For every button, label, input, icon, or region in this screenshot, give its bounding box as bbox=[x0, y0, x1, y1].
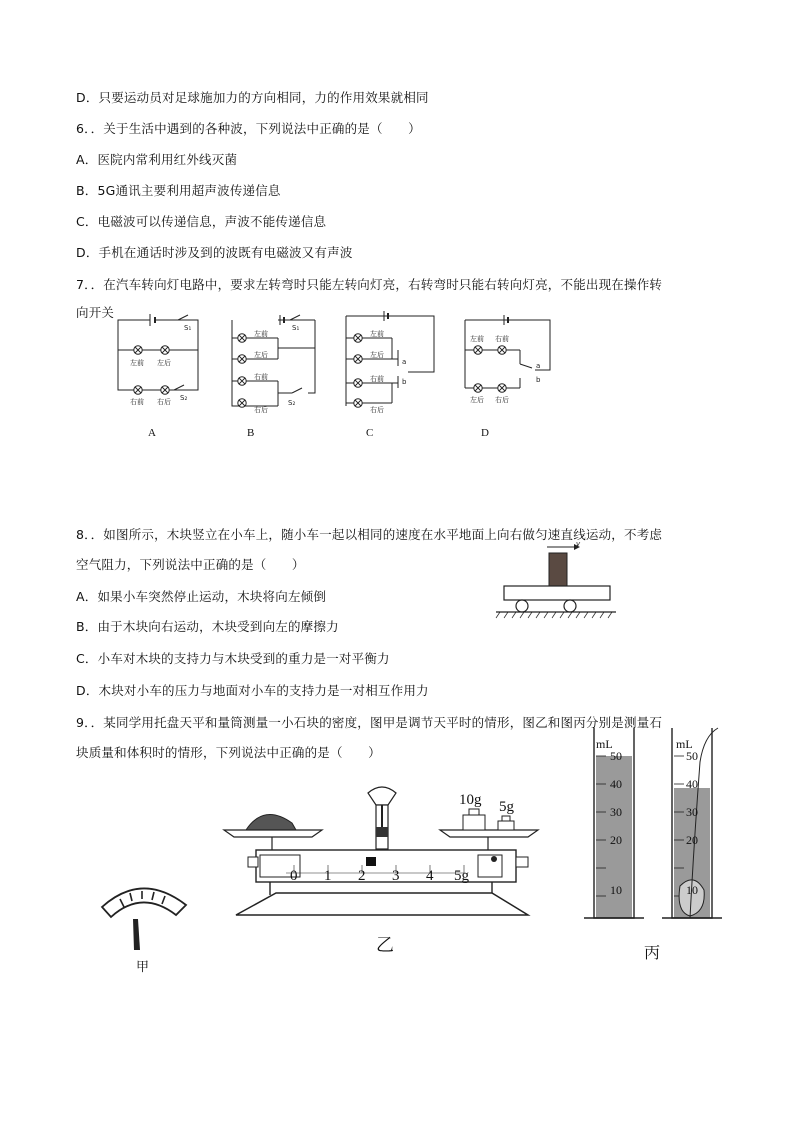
q9-balance-figure bbox=[216, 775, 556, 955]
right-tick-40: 40 bbox=[686, 777, 698, 791]
cylinder-right-unit: mL bbox=[676, 737, 693, 751]
circuit-a-right-rear: 右后 bbox=[157, 398, 171, 406]
circuit-d-left-front: 左前 bbox=[470, 335, 484, 343]
dial-pointer bbox=[133, 919, 140, 950]
circuit-c-caption: C bbox=[366, 427, 374, 439]
cart-wheel-left bbox=[516, 600, 528, 612]
q6-option-d: D．手机在通话时涉及到的波既有电磁波又有声波 bbox=[76, 245, 353, 260]
scale-5g: 5g bbox=[454, 868, 469, 884]
circuit-c-b: b bbox=[402, 378, 407, 386]
q9-stem-line1: 9．．某同学用托盘天平和量筒测量一小石块的密度，图甲是调节天平时的情形，图乙和图丙分别是测量石 bbox=[76, 715, 663, 730]
circuit-a-left-front: 左前 bbox=[130, 359, 144, 367]
q7-stem-line2: 向开关 bbox=[76, 305, 115, 320]
circuit-d-a: a bbox=[536, 362, 541, 370]
q6-option-b: B．5G通讯主要利用超声波传递信息 bbox=[76, 183, 281, 198]
scale-1: 1 bbox=[324, 868, 332, 884]
scale-3: 3 bbox=[392, 868, 400, 884]
cylinder-left-unit: mL bbox=[596, 737, 613, 751]
q8-stem-line1: 8．．如图所示，木块竖立在小车上，随小车一起以相同的速度在水平地面上向右做匀速直线运动，不考虑 bbox=[76, 527, 663, 542]
q9-cylinders-figure bbox=[582, 722, 722, 967]
cart-wheel-right bbox=[564, 600, 576, 612]
rider bbox=[366, 857, 376, 866]
wood-block bbox=[549, 553, 567, 586]
circuit-a-caption: A bbox=[148, 427, 156, 439]
q5-option-d: D．只要运动员对足球施加力的方向相同，力的作用效果就相同 bbox=[76, 90, 429, 105]
q6-option-c: C．电磁波可以传递信息，声波不能传递信息 bbox=[76, 214, 327, 229]
cart-body bbox=[504, 586, 610, 600]
scale-2: 2 bbox=[358, 868, 366, 884]
circuit-a-s1: S₁ bbox=[184, 324, 192, 332]
left-tick-20: 20 bbox=[610, 833, 622, 847]
circuit-c-right-rear: 右后 bbox=[370, 406, 384, 414]
circuit-d-right-rear: 右后 bbox=[495, 396, 509, 404]
circuit-b-caption: B bbox=[247, 427, 255, 439]
circuit-a-right-front: 右前 bbox=[130, 398, 144, 406]
right-tick-50: 50 bbox=[686, 749, 698, 763]
weight-5g bbox=[498, 821, 514, 830]
circuit-b-right-front: 右前 bbox=[254, 373, 268, 381]
circuit-c-left-front: 左前 bbox=[370, 330, 384, 338]
velocity-label: v bbox=[576, 540, 581, 548]
circuit-b-right-rear: 右后 bbox=[254, 406, 268, 414]
weight-5g-label: 5g bbox=[499, 799, 514, 815]
caption-jia: 甲 bbox=[136, 959, 150, 974]
q6-option-a: A．医院内常利用红外线灭菌 bbox=[76, 152, 238, 167]
circuit-c-left-rear: 左后 bbox=[370, 351, 384, 359]
weight-10g bbox=[463, 815, 485, 830]
left-tick-10: 10 bbox=[610, 883, 622, 897]
left-tick-30: 30 bbox=[610, 805, 622, 819]
caption-yi: 乙 bbox=[376, 935, 394, 955]
circuit-d-left-rear: 左后 bbox=[470, 396, 484, 404]
q7-circuit-figures bbox=[110, 308, 570, 443]
q8-cart-figure bbox=[492, 540, 622, 620]
circuit-b-left-rear: 左后 bbox=[254, 351, 268, 359]
q9-stem-line2: 块质量和体积时的情形，下列说法中正确的是（ ） bbox=[76, 745, 381, 760]
q8-option-b: B．由于木块向右运动，木块受到向左的摩擦力 bbox=[76, 619, 339, 634]
stone bbox=[246, 814, 296, 830]
left-tick-40: 40 bbox=[610, 777, 622, 791]
q8-option-d: D．木块对小车的压力与地面对小车的支持力是一对相互作用力 bbox=[76, 683, 429, 698]
circuit-a-left-rear: 左后 bbox=[157, 359, 171, 367]
circuit-c-a: a bbox=[402, 358, 407, 366]
weight-10g-label: 10g bbox=[459, 792, 482, 808]
scale-4: 4 bbox=[426, 868, 434, 884]
caption-bing: 丙 bbox=[644, 945, 661, 962]
right-tick-20: 20 bbox=[686, 833, 698, 847]
q8-option-c: C．小车对木块的支持力与木块受到的重力是一对平衡力 bbox=[76, 651, 390, 666]
circuit-b-s2: S₂ bbox=[288, 399, 296, 407]
balance-base bbox=[236, 893, 528, 915]
q8-option-a: A．如果小车突然停止运动，木块将向左倾倒 bbox=[76, 589, 327, 604]
circuit-b-left-front: 左前 bbox=[254, 330, 268, 338]
circuit-d-caption: D bbox=[481, 427, 489, 439]
right-tick-10: 10 bbox=[686, 883, 698, 897]
dial-arc bbox=[102, 888, 186, 917]
scale-0: 0 bbox=[290, 868, 298, 884]
q8-stem-line2: 空气阻力，下列说法中正确的是（ ） bbox=[76, 557, 305, 572]
q7-stem-line1: 7．．在汽车转向灯电路中，要求左转弯时只能左转向灯亮，右转弯时只能右转向灯亮，不能出现在操作转 bbox=[76, 277, 663, 292]
left-pan bbox=[224, 830, 322, 837]
circuit-d-b: b bbox=[536, 376, 541, 384]
q6-stem: 6．．关于生活中遇到的各种波，下列说法中正确的是（ ） bbox=[76, 121, 421, 136]
right-pan bbox=[440, 830, 538, 837]
circuit-b-s1: S₁ bbox=[292, 324, 300, 332]
circuit-c-right-front: 右前 bbox=[370, 375, 384, 383]
left-tick-50: 50 bbox=[610, 749, 622, 763]
circuit-lamps bbox=[134, 334, 506, 407]
q9-dial-figure bbox=[96, 875, 196, 980]
circuit-d-right-front: 右前 bbox=[495, 335, 509, 343]
right-tick-30: 30 bbox=[686, 805, 698, 819]
circuit-a-s2: S₂ bbox=[180, 394, 188, 402]
